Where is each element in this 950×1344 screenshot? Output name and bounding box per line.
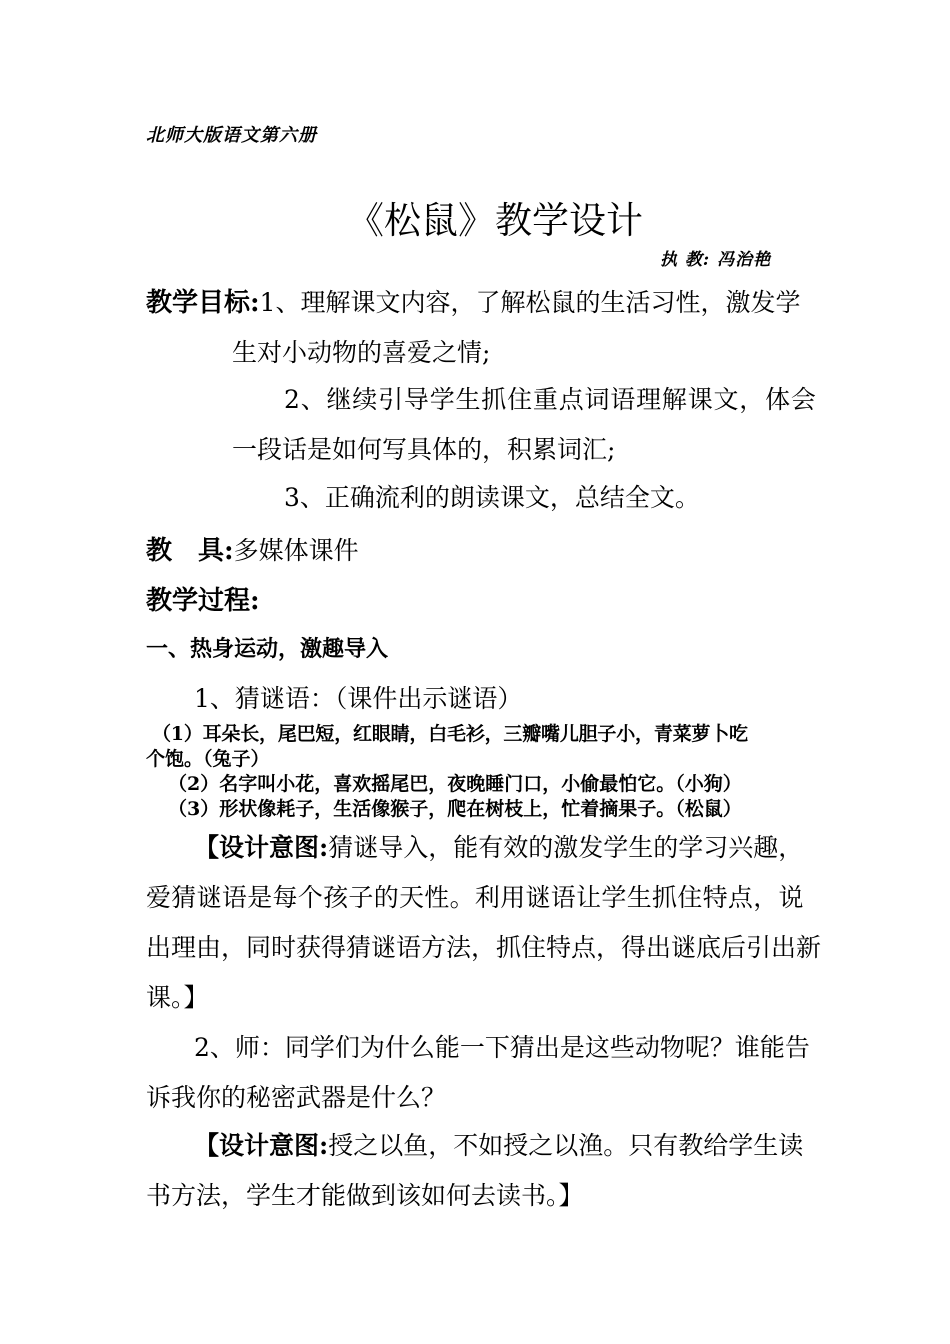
section-1-heading: 一、热身运动，激趣导入 (146, 636, 389, 662)
design-intent-1 (194, 835, 803, 860)
step-1: 1、猜谜语：（课件出示谜语） (194, 684, 523, 713)
design-intent-2-line-2: 书方法，学生才能做到该如何去读书。】 (146, 1181, 584, 1210)
design-intent-2-label: 【设计意图: (194, 1131, 329, 1160)
riddle-2: （2）名字叫小花，喜欢摇尾巴，夜晚睡门口，小偷最怕它。（小狗） (168, 773, 742, 795)
design-intent-2 (194, 1133, 803, 1158)
riddle-1: （1）耳朵长，尾巴短，红眼睛，白毛衫，三瓣嘴儿胆子小，青菜萝卜吃 (152, 723, 748, 745)
objective-2-cont: 一段话是如何写具体的，积累词汇; (232, 435, 616, 464)
tools-line (146, 538, 359, 564)
objectives-line-1 (146, 290, 801, 316)
riddle-3: （3）形状像耗子，生活像猴子，爬在树枝上，忙着摘果子。（松鼠） (168, 798, 742, 820)
tools-value: 多媒体课件 (233, 536, 359, 565)
tools-label: 教 具: (146, 536, 234, 566)
objectives-label: 教学目标: (146, 288, 260, 318)
process-label: 教学过程: (146, 586, 260, 616)
objective-3: 3、正确流利的朗读课文，总结全文。 (284, 483, 700, 512)
objective-1-cont: 生对小动物的喜爱之情; (232, 338, 491, 367)
series-header: 北师大版语文第六册 (146, 125, 317, 146)
design-intent-1-line-3: 出理由，同时获得猜谜语方法，抓住特点，得出谜底后引出新 (146, 933, 822, 962)
author-line: 执 教: 冯治艳 (660, 250, 772, 270)
design-intent-1-line-2: 爱猜谜语是每个孩子的天性。利用谜语让学生抓住特点，说 (146, 883, 804, 912)
design-intent-2-text: 授之以鱼，不如授之以渔。只有教给学生读 (328, 1131, 804, 1160)
design-intent-1-text: 猜谜导入，能有效的激发学生的学习兴趣， (328, 833, 804, 862)
document-title: 《松鼠》教学设计 (347, 199, 643, 242)
objective-1: 1、理解课文内容，了解松鼠的生活习性，激发学 (259, 288, 801, 317)
design-intent-1-line-4: 课。】 (146, 983, 209, 1012)
objective-2: 2、继续引导学生抓住重点词语理解课文，体会 (284, 385, 817, 414)
design-intent-1-label: 【设计意图: (194, 833, 329, 862)
step-2: 2、师：同学们为什么能一下猜出是这些动物呢？谁能告 (194, 1033, 810, 1062)
riddle-1-cont: 个饱。（兔子） (146, 748, 270, 770)
step-2-cont: 诉我你的秘密武器是什么？ (146, 1083, 447, 1112)
